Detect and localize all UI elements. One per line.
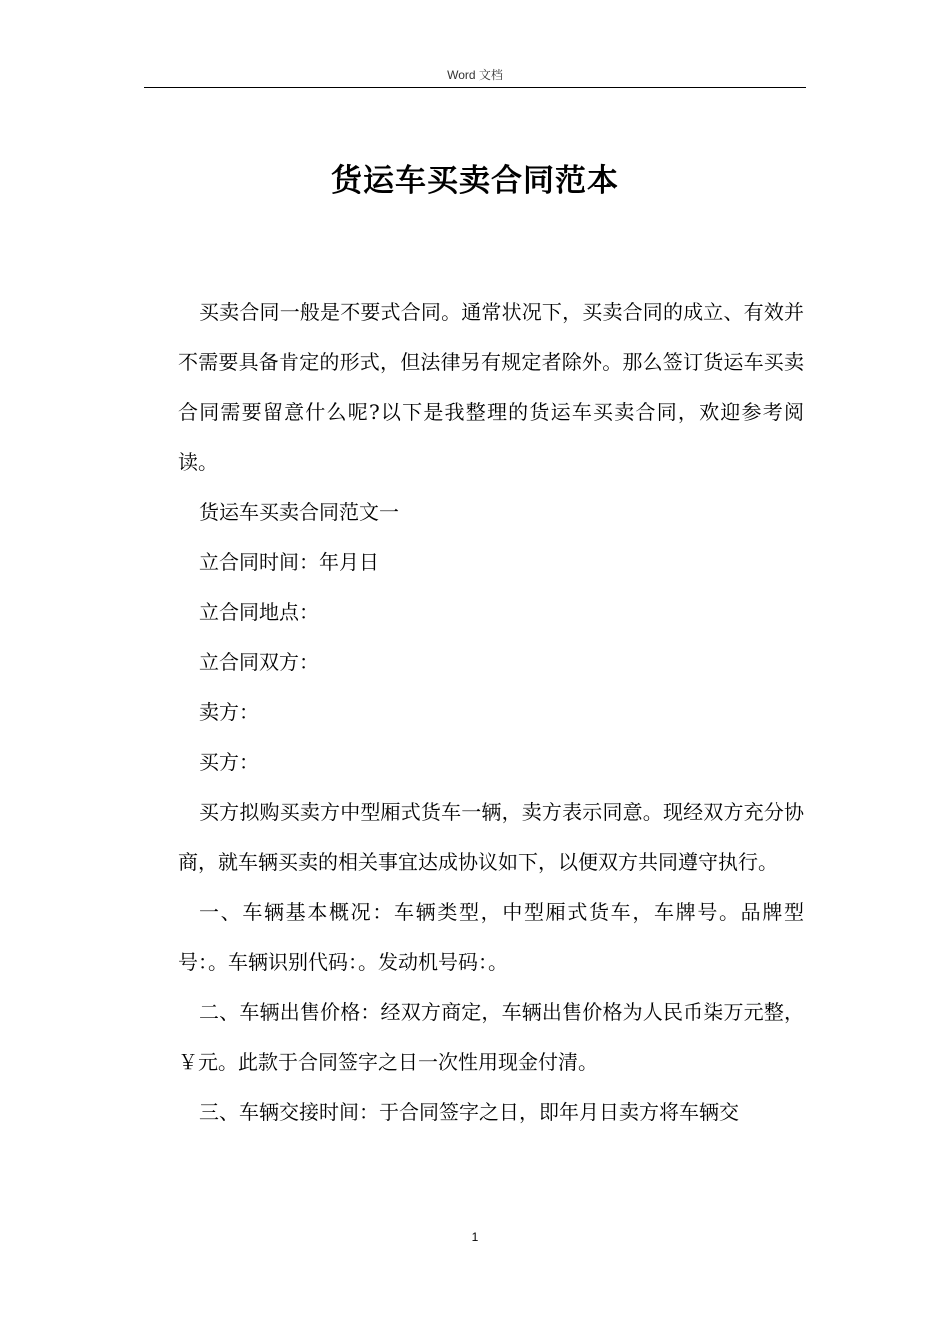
section-heading: 货运车买卖合同范文一 — [199, 500, 399, 524]
agreement-paragraph: 买方拟购买卖方中型厢式货车一辆，卖方表示同意。现经双方充分协商，就车辆买卖的相关事宜达成协议如下，以便双方共同遵守执行。 — [178, 800, 804, 874]
contract-date-line: 立合同时间：年月日 — [199, 550, 379, 574]
header-divider — [144, 87, 806, 88]
intro-paragraph: 买卖合同一般是不要式合同。通常状况下，买卖合同的成立、有效并不需要具备肯定的形式，但法律另有规定者除外。那么签订货运车买卖合同需要留意什么呢?以下是我整理的货运车买卖合同，欢迎参考阅读。 — [178, 300, 804, 474]
page-number: 1 — [471, 1230, 479, 1244]
clause-2-paragraph: 二、车辆出售价格：经双方商定，车辆出售价格为人民币柒万元整，￥元。此款于合同签字之日一次性用现金付清。 — [178, 1000, 804, 1074]
clause-1-paragraph: 一、车辆基本概况：车辆类型，中型厢式货车，车牌号。品牌型号：。车辆识别代码：。发动机号码：。 — [178, 900, 804, 974]
contract-place-line: 立合同地点： — [199, 600, 319, 624]
document-title: 货运车买卖合同范本 — [331, 163, 619, 199]
clause-3-paragraph: 三、车辆交接时间：于合同签字之日，即年月日卖方将车辆交 — [199, 1100, 739, 1124]
contract-parties-line: 立合同双方： — [199, 650, 319, 674]
page-header: Word 文档 — [447, 68, 503, 82]
seller-line: 卖方： — [199, 700, 259, 724]
document-body — [178, 287, 804, 1137]
buyer-line: 买方： — [199, 750, 259, 774]
